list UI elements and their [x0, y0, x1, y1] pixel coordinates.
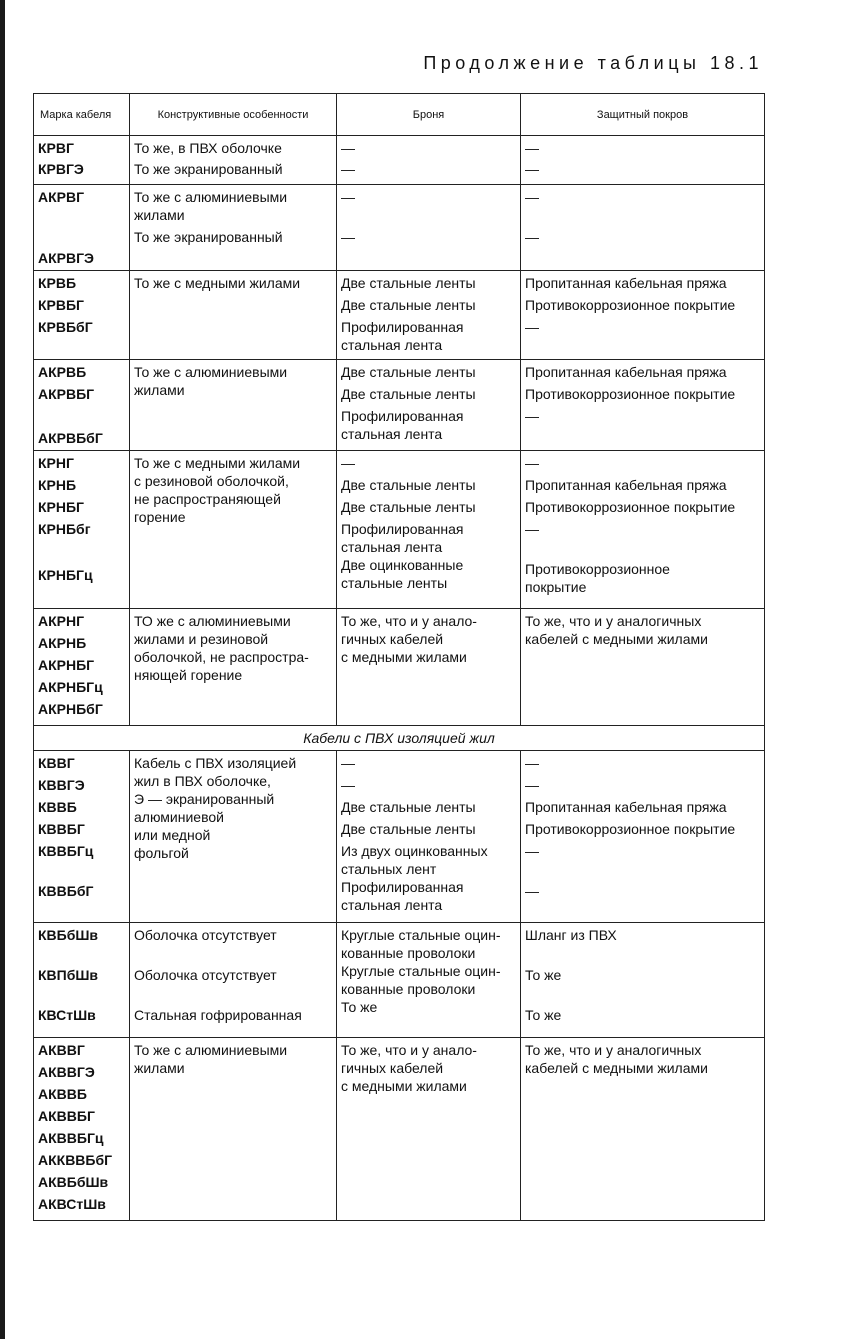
armor-line: стальная лента: [341, 337, 443, 353]
mark-line: АКВВГЭ: [38, 1064, 95, 1080]
cover-line: —: [525, 161, 539, 177]
armor-line: Профилированная: [341, 879, 464, 895]
cell-design: [130, 609, 337, 726]
cell-mark: [34, 136, 130, 185]
mark-line: АКРНБГ: [38, 657, 95, 673]
cover-line: Пропитанная кабельная пряжа: [525, 275, 727, 291]
cover-line: Шланг из ПВХ: [525, 927, 617, 943]
table-row: [34, 185, 765, 271]
mark-line: [38, 407, 125, 429]
header-armor: Броня: [337, 94, 521, 136]
mark-line: [38, 542, 125, 566]
armor-line: Две стальные ленты: [341, 477, 476, 493]
cover-line: кабелей с медными жилами: [525, 1060, 708, 1076]
mark-line: АКРВБбГ: [38, 430, 103, 446]
design-line: жилами и резиновой: [134, 631, 269, 647]
armor-line: стальных лент: [341, 861, 437, 877]
design-line: жил в ПВХ оболочке,: [134, 773, 271, 789]
design-line: Кабель с ПВХ изоляцией: [134, 755, 297, 771]
cover-line: —: [525, 521, 539, 537]
mark-line: КРВГ: [38, 140, 74, 156]
cell-design: [130, 451, 337, 609]
mark-line: АКРНБбГ: [38, 701, 103, 717]
cover-line: —: [525, 455, 539, 471]
armor-line: —: [341, 140, 355, 156]
cell-cover: [521, 1038, 765, 1221]
design-line: оболочкой, не распростра-: [134, 649, 309, 665]
cover-line: [525, 542, 760, 560]
mark-line: КРВБ: [38, 275, 77, 291]
mark-line: КРНБбг: [38, 521, 91, 537]
design-line: няющей горение: [134, 667, 243, 683]
mark-line: КРВБГ: [38, 297, 84, 313]
cell-armor: [337, 271, 521, 360]
armor-line: кованные проволоки: [341, 981, 476, 997]
armor-line: —: [341, 161, 355, 177]
design-line: ТО же с алюминиевыми: [134, 613, 291, 629]
mark-line: КРНБГ: [38, 499, 84, 515]
cover-line: То же, что и у аналогичных: [525, 613, 702, 629]
header-mark: Марка кабеля: [34, 94, 130, 136]
mark-line: КРНБ: [38, 477, 77, 493]
cover-line: кабелей с медными жилами: [525, 631, 708, 647]
design-line: Э — экранированный: [134, 791, 275, 807]
design-line: фольгой: [134, 845, 189, 861]
scan-edge: [0, 0, 5, 1339]
design-line: То же экранированный: [134, 161, 283, 177]
armor-line: Профилированная: [341, 408, 464, 424]
cover-line: Пропитанная кабельная пряжа: [525, 799, 727, 815]
cell-mark: [34, 451, 130, 609]
cover-line: То же: [525, 967, 562, 983]
cover-line: —: [525, 408, 539, 424]
design-line: То же, в ПВХ оболочке: [134, 140, 282, 156]
armor-line: Круглые стальные оцин-: [341, 963, 501, 979]
cover-line: Противокоррозионное покрытие: [525, 499, 736, 515]
armor-line: То же, что и у анало-: [341, 1042, 477, 1058]
design-line: То же с алюминиевыми: [134, 189, 288, 205]
cover-line: —: [525, 140, 539, 156]
table-row: [34, 451, 765, 609]
mark-line: АКВСтШв: [38, 1196, 106, 1212]
design-line: [134, 948, 332, 966]
cover-line: —: [525, 883, 539, 899]
cell-design: [130, 271, 337, 360]
cell-design: [130, 360, 337, 451]
cell-design: [130, 923, 337, 1038]
armor-line: Две стальные ленты: [341, 364, 476, 380]
cell-armor: [337, 136, 521, 185]
armor-line: —: [341, 189, 355, 205]
table-row: [34, 1038, 765, 1221]
table-row: [34, 271, 765, 360]
cell-armor: [337, 609, 521, 726]
design-line: То же экранированный: [134, 229, 283, 245]
cell-cover: [521, 360, 765, 451]
armor-line: гичных кабелей: [341, 631, 444, 647]
cell-mark: [34, 609, 130, 726]
mark-line: АКВБбШв: [38, 1174, 109, 1190]
cell-mark: [34, 360, 130, 451]
section-title: Кабели с ПВХ изоляцией жил: [34, 726, 765, 751]
cable-table: [33, 93, 765, 1221]
design-line: Оболочка отсутствует: [134, 927, 277, 943]
cover-line: —: [525, 843, 539, 859]
mark-line: КВВГ: [38, 755, 75, 771]
cell-design: [130, 1038, 337, 1221]
mark-line: АКРВБ: [38, 364, 87, 380]
cell-design: [130, 751, 337, 923]
cover-line: [525, 948, 760, 966]
cover-line: Противокоррозионное: [525, 561, 670, 577]
mark-line: КВПбШв: [38, 967, 99, 983]
section-row: [34, 726, 765, 751]
armor-line: Две стальные ленты: [341, 297, 476, 313]
design-line: горение: [134, 509, 186, 525]
armor-line: гичных кабелей: [341, 1060, 444, 1076]
table-row: [34, 360, 765, 451]
armor-line: Круглые стальные оцин-: [341, 927, 501, 943]
cell-cover: [521, 923, 765, 1038]
cover-line: —: [525, 777, 539, 793]
rubber-cables-body: [34, 136, 765, 726]
mark-line: КВВБбГ: [38, 883, 94, 899]
mark-line: КРНБГц: [38, 567, 93, 583]
cover-line: —: [525, 755, 539, 771]
design-line: алюминиевой: [134, 809, 224, 825]
cover-line: Противокоррозионное покрытие: [525, 821, 736, 837]
header-design: Конструктивные особенности: [130, 94, 337, 136]
cell-cover: [521, 609, 765, 726]
cell-cover: [521, 751, 765, 923]
mark-line: АКРВГ: [38, 189, 85, 205]
armor-line: Две стальные ленты: [341, 799, 476, 815]
mark-line: АКРНБГц: [38, 679, 103, 695]
armor-line: Профилированная: [341, 521, 464, 537]
table-row: [34, 609, 765, 726]
mark-line: [38, 948, 125, 966]
mark-line: [38, 228, 125, 249]
mark-line: КВБбШв: [38, 927, 99, 943]
design-line: с резиновой оболочкой,: [134, 473, 289, 489]
armor-line: стальные ленты: [341, 575, 448, 591]
cover-line: То же: [525, 1007, 562, 1023]
cover-line: —: [525, 229, 539, 245]
armor-line: стальная лента: [341, 539, 443, 555]
armor-line: —: [341, 755, 355, 771]
design-line: То же с алюминиевыми: [134, 1042, 288, 1058]
cover-line: [525, 988, 760, 1006]
design-line: жилами: [134, 1060, 185, 1076]
cell-armor: [337, 451, 521, 609]
cover-line: —: [525, 189, 539, 205]
cell-cover: [521, 185, 765, 271]
page-heading: Продолжение таблицы 18.1: [423, 53, 763, 73]
cell-mark: [34, 923, 130, 1038]
mark-line: АКРВБГ: [38, 386, 95, 402]
mark-line: КВВБГ: [38, 821, 85, 837]
design-line: Оболочка отсутствует: [134, 967, 277, 983]
armor-line: стальная лента: [341, 426, 443, 442]
armor-line: То же: [341, 999, 378, 1015]
mark-line: КРНГ: [38, 455, 74, 471]
design-line: жилами: [134, 207, 185, 223]
design-line: или медной: [134, 827, 211, 843]
armor-line: —: [341, 229, 355, 245]
design-line: То же с алюминиевыми: [134, 364, 288, 380]
cell-mark: [34, 271, 130, 360]
armor-line: То же, что и у анало-: [341, 613, 477, 629]
design-line: То же с медными жилами: [134, 275, 301, 291]
cell-armor: [337, 185, 521, 271]
cell-armor: [337, 360, 521, 451]
armor-line: Две стальные ленты: [341, 499, 476, 515]
cover-line: Пропитанная кабельная пряжа: [525, 364, 727, 380]
header-cover: Защитный покров: [521, 94, 765, 136]
cover-line: [525, 864, 760, 882]
pvc-cables-body: [34, 751, 765, 1221]
design-line: Стальная гофрированная: [134, 1007, 302, 1023]
cell-armor: [337, 751, 521, 923]
table-row: [34, 136, 765, 185]
design-line: не распространяющей: [134, 491, 281, 507]
table-header-row: [34, 94, 765, 136]
mark-line: АКВВБ: [38, 1086, 87, 1102]
cell-mark: [34, 1038, 130, 1221]
armor-line: —: [341, 777, 355, 793]
cover-line: Противокоррозионное покрытие: [525, 386, 736, 402]
armor-line: Две оцинкованные: [341, 557, 464, 573]
cover-line: То же, что и у аналогичных: [525, 1042, 702, 1058]
table-row: [34, 923, 765, 1038]
mark-line: АКРНБ: [38, 635, 87, 651]
cell-armor: [337, 923, 521, 1038]
cell-design: [130, 185, 337, 271]
armor-line: —: [341, 455, 355, 471]
armor-line: с медными жилами: [341, 649, 467, 665]
mark-line: КВВГЭ: [38, 777, 85, 793]
cell-armor: [337, 1038, 521, 1221]
mark-line: АКРВГЭ: [38, 250, 94, 266]
mark-line: АКВВБГц: [38, 1130, 104, 1146]
armor-line: Профилированная: [341, 319, 464, 335]
armor-line: с медными жилами: [341, 1078, 467, 1094]
armor-line: Две стальные ленты: [341, 821, 476, 837]
mark-line: КВСтШв: [38, 1007, 96, 1023]
cell-design: [130, 136, 337, 185]
mark-line: [38, 864, 125, 882]
armor-line: Из двух оцинкованных: [341, 843, 488, 859]
cell-mark: [34, 751, 130, 923]
cell-cover: [521, 451, 765, 609]
design-line: жилами: [134, 382, 185, 398]
design-line: [134, 988, 332, 1006]
armor-line: Две стальные ленты: [341, 386, 476, 402]
cover-line: покрытие: [525, 579, 587, 595]
cover-line: —: [525, 319, 539, 335]
mark-line: КВВБГц: [38, 843, 94, 859]
cover-line: Пропитанная кабельная пряжа: [525, 477, 727, 493]
cell-cover: [521, 136, 765, 185]
mark-line: КРВГЭ: [38, 161, 84, 177]
cover-line: Противокоррозионное покрытие: [525, 297, 736, 313]
cell-mark: [34, 185, 130, 271]
mark-line: АКВВГ: [38, 1042, 85, 1058]
mark-line: АКРНГ: [38, 613, 85, 629]
table-row: [34, 751, 765, 923]
mark-line: АККВВБбГ: [38, 1152, 113, 1168]
design-line: То же с медными жилами: [134, 455, 301, 471]
armor-line: стальная лента: [341, 897, 443, 913]
armor-line: Две стальные ленты: [341, 275, 476, 291]
armor-line: кованные проволоки: [341, 945, 476, 961]
mark-line: КРВБбГ: [38, 319, 93, 335]
mark-line: [38, 988, 125, 1006]
mark-line: АКВВБГ: [38, 1108, 95, 1124]
mark-line: КВВБ: [38, 799, 77, 815]
cell-cover: [521, 271, 765, 360]
